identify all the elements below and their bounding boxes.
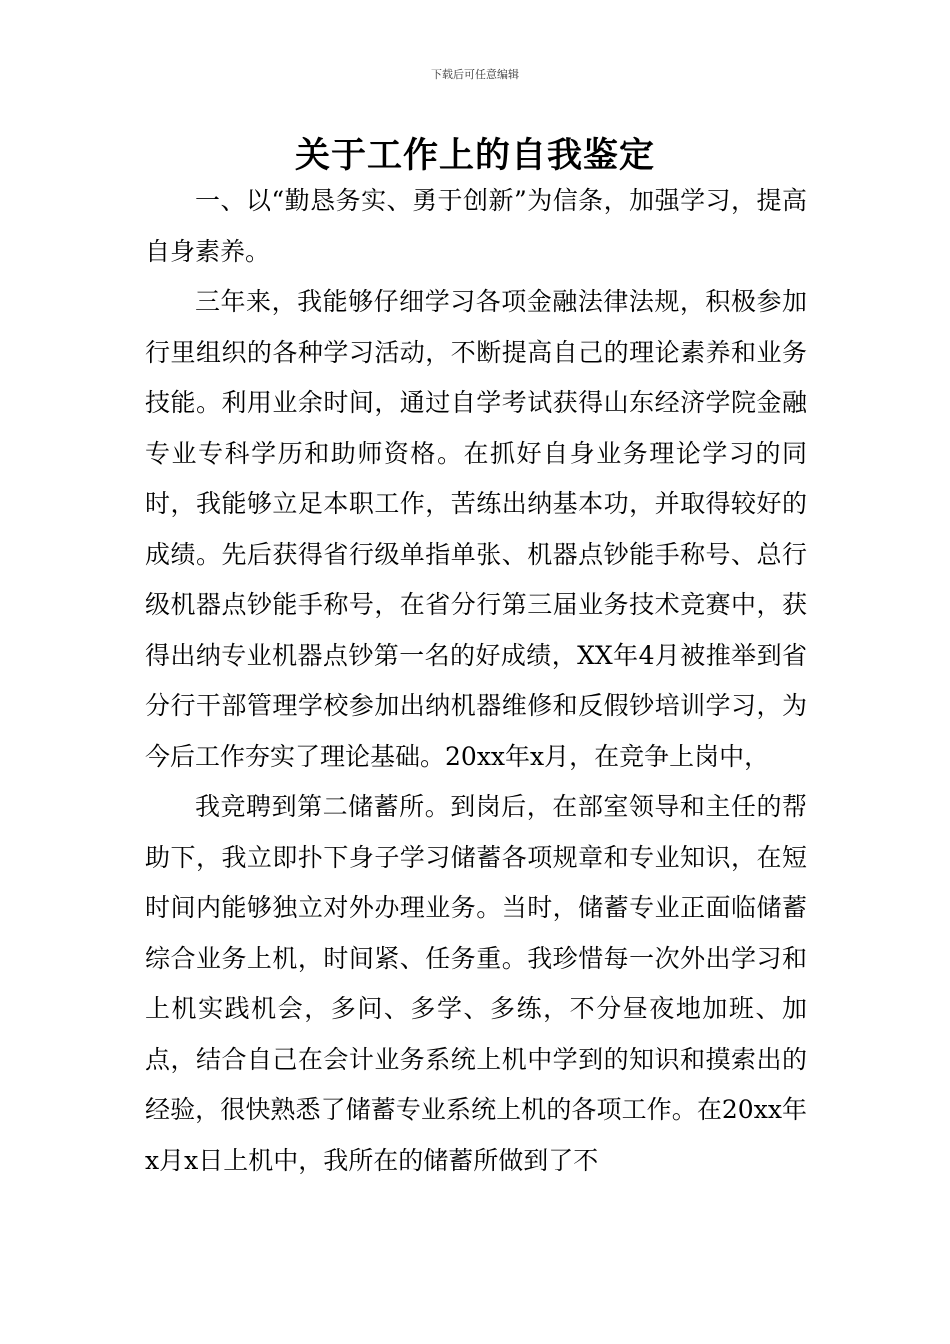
paragraph-1: 一、以“勤恳务实、勇于创新”为信条，加强学习，提高自身素养。 (145, 186, 807, 266)
paragraph-2: 三年来，我能够仔细学习各项金融法律法规，积极参加行里组织的各种学习活动，不断提高自己的理论素养和业务技能。利用业余时间，通过自学考试获得山东经济学院金融专业专科学历和助师资格。在抓好自身业务理论学习的同时，我能够立足本职工作，苦练出纳基本功，并取得较好的成绩。先后获得省行级单指单张、机器点钞能手称号、总行级机器点钞能手称号，在省分行第三届业务技术竞赛中，获得出纳专业机器点钞第一名的好成绩，XX年4月被推举到省分行干部管理学校参加出纳机器维修和反假钞培训学习，为今后工作夯实了理论基础。20xx年x月，在竞争上岗中， (145, 287, 807, 771)
page-header-note: 下载后可任意编辑 (431, 68, 519, 81)
paragraph-3: 我竞聘到第二储蓄所。到岗后，在部室领导和主任的帮助下，我立即扑下身子学习储蓄各项规章和专业知识，在短时间内能够独立对外办理业务。当时，储蓄专业正面临储蓄综合业务上机，时间紧、任务重。我珍惜每一次外出学习和上机实践机会，多问、多学、多练，不分昼夜地加班、加点，结合自己在会计业务系统上机中学到的知识和摸索出的经验，很快熟悉了储蓄专业系统上机的各项工作。在20xx年x月x日上机中，我所在的储蓄所做到了不 (145, 792, 807, 1175)
document-title: 关于工作上的自我鉴定 (294, 136, 655, 176)
document-body (145, 176, 807, 1186)
